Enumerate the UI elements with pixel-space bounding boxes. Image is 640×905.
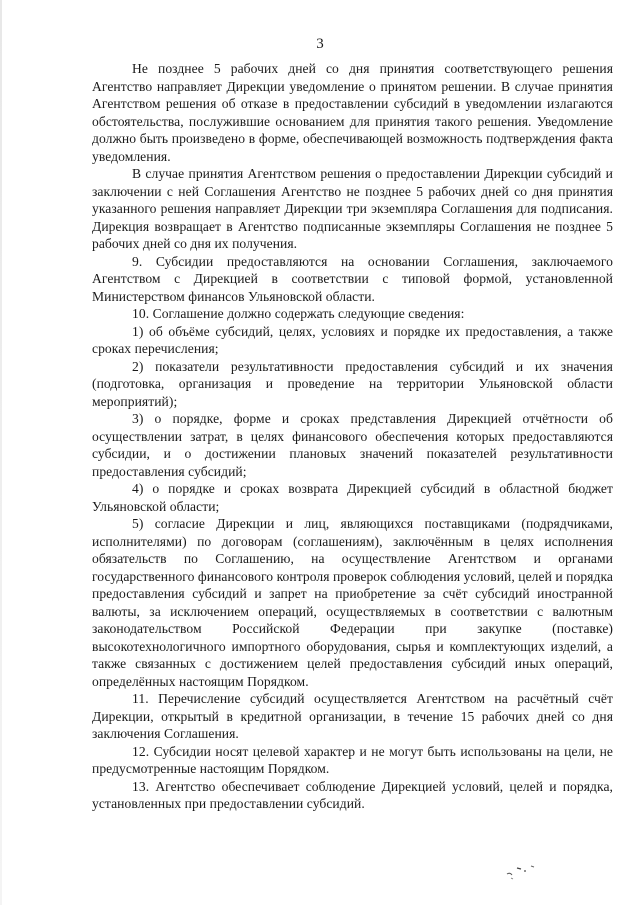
paragraph-subitem-1: 1) об объёме субсидий, целях, условиях и порядке их предоставления, а также сроках перечисления;	[92, 323, 613, 356]
page-number: 3	[316, 36, 324, 52]
paragraph-subitem-3: 3) о порядке, форме и сроках представления Дирекцией отчётности об осуществлении затрат, в целях финансового обеспечения которых предоставляются субсидии, и о достижении плановых значений показателей результативности предоставления субсидий;	[92, 411, 613, 479]
scan-marks	[503, 860, 543, 882]
paragraph-notification: Не позднее 5 рабочих дней со дня принятия соответствующего решения Агентство направляет Дирекции уведомление о принятом решении. В случае принятия Агентством решения об отказе в предоставлении субсидий в уведомлении излагаются обстоятельства, послужившие основанием для принятия такого решения. Уведомление должно быть произведено в форме, обеспечивающей возможность подтверждения факта уведомления.	[92, 61, 613, 164]
paragraph-agreement-signing: В случае принятия Агентством решения о предоставлении Дирекции субсидий и заключении с ней Соглашения Агентство не позднее 5 рабочих дней со дня принятия указанного решения направляет Дирекции три экземпляра Соглашения для подписания. Дирекция возвращает в Агентство подписанные экземпляры Соглашения не позднее 5 рабочих дней со дня их получения.	[92, 166, 613, 251]
paragraph-subitem-4: 4) о порядке и сроках возврата Дирекцией субсидий в областной бюджет Ульяновской области;	[92, 481, 613, 514]
paragraph-item-9: 9. Субсидии предоставляются на основании Соглашения, заключаемого Агентством с Дирекцией в соответствии с типовой формой, установленной Министерством финансов Ульяновской области.	[92, 253, 613, 304]
document-body	[92, 60, 613, 813]
paragraph-subitem-2: 2) показатели результативности предоставления субсидий и их значения (подготовка, организация и проведение на территории Ульяновской области мероприятий);	[92, 358, 613, 409]
paragraph-item-13: 13. Агентство обеспечивает соблюдение Дирекцией условий, целей и порядка, установленных при предоставлении субсидий.	[92, 778, 613, 811]
scan-edge	[0, 0, 2, 905]
paragraph-item-10: 10. Соглашение должно содержать следующие сведения:	[132, 306, 465, 321]
paragraph-item-11: 11. Перечисление субсидий осуществляется Агентством на расчётный счёт Дирекции, открытый в кредитной организации, в течение 15 рабочих дней со дня заключения Соглашения.	[92, 691, 613, 741]
paragraph-subitem-5: 5) согласие Дирекции и лиц, являющихся поставщиками (подрядчиками, исполнителями) по договорам (соглашениям), заключённым в целях исполнения обязательств по Соглашению, на осуществление Агентством и органами государственного финансового контроля проверок соблюдения условий, целей и порядка предоставления субсидий и запрет на приобретение за счёт субсидий иностранной валюты, за исключением операций, осуществляемых в соответствии с валютным законодательством Российской Федерации при закупке (поставке) высокотехнологичного импортного оборудования, сырья и комплектующих изделий, а также связанных с достижением целей предоставления субсидий иных операций, определённых настоящим Порядком.	[92, 516, 613, 689]
paragraph-item-12: 12. Субсидии носят целевой характер и не могут быть использованы на цели, не предусмотренные настоящим Порядком.	[92, 743, 613, 776]
